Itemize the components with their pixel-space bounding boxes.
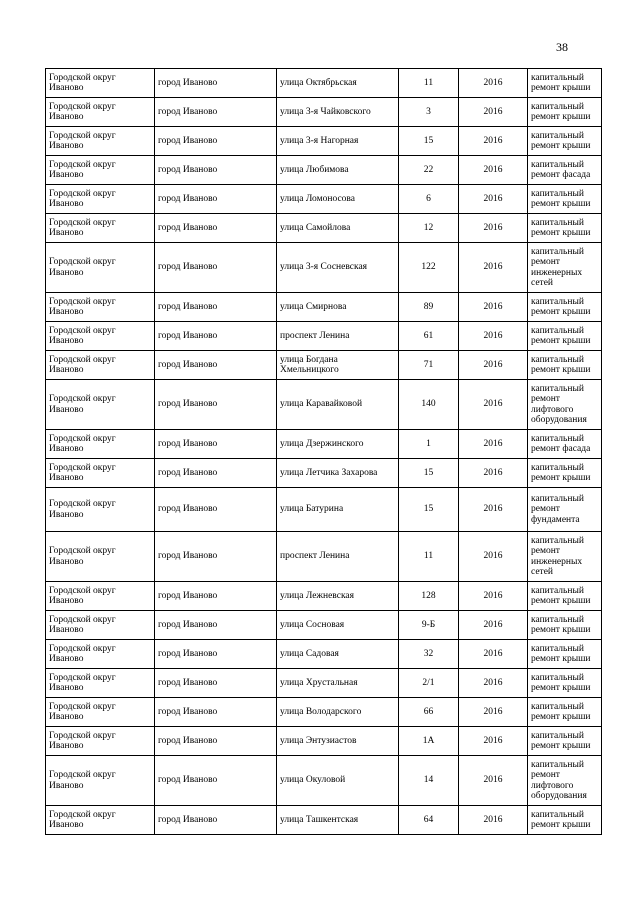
city-cell: город Иваново bbox=[155, 322, 277, 351]
work-type-cell: капитальный ремонт инженерных сетей bbox=[528, 532, 602, 582]
house-number-cell: 3 bbox=[399, 98, 459, 127]
street-cell: улица Лежневская bbox=[277, 582, 399, 611]
municipality-cell: Городской округ Иваново bbox=[46, 669, 155, 698]
house-number-cell: 89 bbox=[399, 293, 459, 322]
year-cell: 2016 bbox=[459, 127, 528, 156]
house-number-cell: 1А bbox=[399, 727, 459, 756]
work-type-cell: капитальный ремонт крыши bbox=[528, 69, 602, 98]
table-row bbox=[46, 214, 602, 243]
house-number-cell: 32 bbox=[399, 640, 459, 669]
house-number-cell: 12 bbox=[399, 214, 459, 243]
house-number-cell: 15 bbox=[399, 459, 459, 488]
year-cell: 2016 bbox=[459, 98, 528, 127]
street-cell: улица Самойлова bbox=[277, 214, 399, 243]
year-cell: 2016 bbox=[459, 322, 528, 351]
municipality-cell: Городской округ Иваново bbox=[46, 430, 155, 459]
city-cell: город Иваново bbox=[155, 459, 277, 488]
street-cell: улица Энтузиастов bbox=[277, 727, 399, 756]
street-cell: улица Окуловой bbox=[277, 756, 399, 806]
table-row bbox=[46, 611, 602, 640]
house-number-cell: 15 bbox=[399, 127, 459, 156]
street-cell: улица Ломоносова bbox=[277, 185, 399, 214]
city-cell: город Иваново bbox=[155, 380, 277, 430]
street-cell: улица Дзержинского bbox=[277, 430, 399, 459]
year-cell: 2016 bbox=[459, 430, 528, 459]
municipality-cell: Городской округ Иваново bbox=[46, 727, 155, 756]
municipality-cell: Городской округ Иваново bbox=[46, 322, 155, 351]
municipality-cell: Городской округ Иваново bbox=[46, 488, 155, 532]
municipality-cell: Городской округ Иваново bbox=[46, 293, 155, 322]
municipality-cell: Городской округ Иваново bbox=[46, 640, 155, 669]
year-cell: 2016 bbox=[459, 156, 528, 185]
city-cell: город Иваново bbox=[155, 698, 277, 727]
table-row bbox=[46, 351, 602, 380]
house-number-cell: 9-Б bbox=[399, 611, 459, 640]
work-type-cell: капитальный ремонт крыши bbox=[528, 214, 602, 243]
city-cell: город Иваново bbox=[155, 243, 277, 293]
house-number-cell: 6 bbox=[399, 185, 459, 214]
table-row bbox=[46, 293, 602, 322]
municipality-cell: Городской округ Иваново bbox=[46, 582, 155, 611]
street-cell: улица Ташкентская bbox=[277, 806, 399, 835]
city-cell: город Иваново bbox=[155, 640, 277, 669]
municipality-cell: Городской округ Иваново bbox=[46, 459, 155, 488]
municipality-cell: Городской округ Иваново bbox=[46, 532, 155, 582]
table-row bbox=[46, 322, 602, 351]
municipality-cell: Городской округ Иваново bbox=[46, 98, 155, 127]
street-cell: проспект Ленина bbox=[277, 532, 399, 582]
city-cell: город Иваново bbox=[155, 293, 277, 322]
municipality-cell: Городской округ Иваново bbox=[46, 156, 155, 185]
work-type-cell: капитальный ремонт крыши bbox=[528, 459, 602, 488]
table-row bbox=[46, 756, 602, 806]
work-type-cell: капитальный ремонт инженерных сетей bbox=[528, 243, 602, 293]
city-cell: город Иваново bbox=[155, 127, 277, 156]
municipality-cell: Городской округ Иваново bbox=[46, 380, 155, 430]
house-number-cell: 64 bbox=[399, 806, 459, 835]
street-cell: проспект Ленина bbox=[277, 322, 399, 351]
table-body bbox=[46, 69, 602, 835]
work-type-cell: капитальный ремонт крыши bbox=[528, 698, 602, 727]
year-cell: 2016 bbox=[459, 582, 528, 611]
city-cell: город Иваново bbox=[155, 185, 277, 214]
table-row bbox=[46, 698, 602, 727]
street-cell: улица Батурина bbox=[277, 488, 399, 532]
table-row bbox=[46, 806, 602, 835]
table-row bbox=[46, 98, 602, 127]
city-cell: город Иваново bbox=[155, 98, 277, 127]
work-type-cell: капитальный ремонт крыши bbox=[528, 322, 602, 351]
year-cell: 2016 bbox=[459, 756, 528, 806]
municipality-cell: Городской округ Иваново bbox=[46, 127, 155, 156]
table-row bbox=[46, 669, 602, 698]
work-type-cell: капитальный ремонт крыши bbox=[528, 669, 602, 698]
house-number-cell: 61 bbox=[399, 322, 459, 351]
city-cell: город Иваново bbox=[155, 669, 277, 698]
work-type-cell: капитальный ремонт фасада bbox=[528, 430, 602, 459]
city-cell: город Иваново bbox=[155, 806, 277, 835]
table-row bbox=[46, 127, 602, 156]
table-row bbox=[46, 459, 602, 488]
year-cell: 2016 bbox=[459, 243, 528, 293]
table-row bbox=[46, 380, 602, 430]
work-type-cell: капитальный ремонт крыши bbox=[528, 727, 602, 756]
year-cell: 2016 bbox=[459, 380, 528, 430]
work-type-cell: капитальный ремонт крыши bbox=[528, 351, 602, 380]
work-type-cell: капитальный ремонт крыши bbox=[528, 127, 602, 156]
repair-schedule-table bbox=[45, 68, 602, 835]
city-cell: город Иваново bbox=[155, 488, 277, 532]
house-number-cell: 11 bbox=[399, 532, 459, 582]
house-number-cell: 11 bbox=[399, 69, 459, 98]
municipality-cell: Городской округ Иваново bbox=[46, 214, 155, 243]
table-row bbox=[46, 640, 602, 669]
year-cell: 2016 bbox=[459, 698, 528, 727]
street-cell: улица Богдана Хмельницкого bbox=[277, 351, 399, 380]
street-cell: улица Любимова bbox=[277, 156, 399, 185]
street-cell: улица Хрустальная bbox=[277, 669, 399, 698]
table-row bbox=[46, 243, 602, 293]
city-cell: город Иваново bbox=[155, 582, 277, 611]
year-cell: 2016 bbox=[459, 532, 528, 582]
year-cell: 2016 bbox=[459, 669, 528, 698]
table-row bbox=[46, 430, 602, 459]
street-cell: улица Володарского bbox=[277, 698, 399, 727]
city-cell: город Иваново bbox=[155, 430, 277, 459]
work-type-cell: капитальный ремонт крыши bbox=[528, 806, 602, 835]
municipality-cell: Городской округ Иваново bbox=[46, 243, 155, 293]
municipality-cell: Городской округ Иваново bbox=[46, 611, 155, 640]
municipality-cell: Городской округ Иваново bbox=[46, 69, 155, 98]
house-number-cell: 14 bbox=[399, 756, 459, 806]
work-type-cell: капитальный ремонт фасада bbox=[528, 156, 602, 185]
city-cell: город Иваново bbox=[155, 214, 277, 243]
table-row bbox=[46, 156, 602, 185]
work-type-cell: капитальный ремонт лифтового оборудования bbox=[528, 380, 602, 430]
house-number-cell: 15 bbox=[399, 488, 459, 532]
year-cell: 2016 bbox=[459, 806, 528, 835]
house-number-cell: 122 bbox=[399, 243, 459, 293]
work-type-cell: капитальный ремонт крыши bbox=[528, 640, 602, 669]
municipality-cell: Городской округ Иваново bbox=[46, 698, 155, 727]
house-number-cell: 66 bbox=[399, 698, 459, 727]
city-cell: город Иваново bbox=[155, 69, 277, 98]
table-row bbox=[46, 185, 602, 214]
work-type-cell: капитальный ремонт крыши bbox=[528, 582, 602, 611]
street-cell: улица Каравайковой bbox=[277, 380, 399, 430]
year-cell: 2016 bbox=[459, 185, 528, 214]
table-row bbox=[46, 727, 602, 756]
municipality-cell: Городской округ Иваново bbox=[46, 185, 155, 214]
street-cell: улица 3-я Сосневская bbox=[277, 243, 399, 293]
city-cell: город Иваново bbox=[155, 351, 277, 380]
city-cell: город Иваново bbox=[155, 611, 277, 640]
house-number-cell: 140 bbox=[399, 380, 459, 430]
street-cell: улица Октябрьская bbox=[277, 69, 399, 98]
street-cell: улица Садовая bbox=[277, 640, 399, 669]
street-cell: улица 3-я Чайковского bbox=[277, 98, 399, 127]
street-cell: улица Летчика Захарова bbox=[277, 459, 399, 488]
work-type-cell: капитальный ремонт крыши bbox=[528, 185, 602, 214]
city-cell: город Иваново bbox=[155, 532, 277, 582]
year-cell: 2016 bbox=[459, 69, 528, 98]
work-type-cell: капитальный ремонт крыши bbox=[528, 293, 602, 322]
house-number-cell: 1 bbox=[399, 430, 459, 459]
year-cell: 2016 bbox=[459, 488, 528, 532]
house-number-cell: 71 bbox=[399, 351, 459, 380]
street-cell: улица Сосновая bbox=[277, 611, 399, 640]
city-cell: город Иваново bbox=[155, 156, 277, 185]
table-row bbox=[46, 488, 602, 532]
table-row bbox=[46, 69, 602, 98]
work-type-cell: капитальный ремонт лифтового оборудования bbox=[528, 756, 602, 806]
street-cell: улица 3-я Нагорная bbox=[277, 127, 399, 156]
year-cell: 2016 bbox=[459, 727, 528, 756]
year-cell: 2016 bbox=[459, 214, 528, 243]
year-cell: 2016 bbox=[459, 611, 528, 640]
year-cell: 2016 bbox=[459, 459, 528, 488]
municipality-cell: Городской округ Иваново bbox=[46, 806, 155, 835]
year-cell: 2016 bbox=[459, 640, 528, 669]
table-row bbox=[46, 532, 602, 582]
house-number-cell: 22 bbox=[399, 156, 459, 185]
house-number-cell: 2/1 bbox=[399, 669, 459, 698]
year-cell: 2016 bbox=[459, 293, 528, 322]
work-type-cell: капитальный ремонт фундамента bbox=[528, 488, 602, 532]
page-number: 38 bbox=[556, 40, 568, 54]
city-cell: город Иваново bbox=[155, 756, 277, 806]
work-type-cell: капитальный ремонт крыши bbox=[528, 611, 602, 640]
street-cell: улица Смирнова bbox=[277, 293, 399, 322]
work-type-cell: капитальный ремонт крыши bbox=[528, 98, 602, 127]
municipality-cell: Городской округ Иваново bbox=[46, 351, 155, 380]
year-cell: 2016 bbox=[459, 351, 528, 380]
table-row bbox=[46, 582, 602, 611]
house-number-cell: 128 bbox=[399, 582, 459, 611]
city-cell: город Иваново bbox=[155, 727, 277, 756]
municipality-cell: Городской округ Иваново bbox=[46, 756, 155, 806]
